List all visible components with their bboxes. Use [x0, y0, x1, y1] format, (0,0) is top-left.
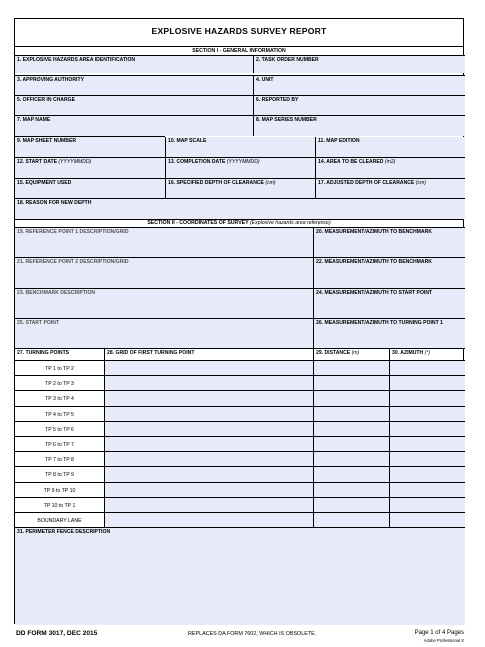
grid-cell[interactable]	[104, 451, 313, 466]
field-specified-depth[interactable]: 16. SPECIFIED DEPTH OF CLEARANCE (cm)	[165, 178, 315, 198]
azimuth-cell[interactable]	[389, 360, 465, 375]
azimuth-cell[interactable]	[389, 512, 465, 527]
field-map-scale[interactable]: 10. MAP SCALE	[165, 137, 315, 157]
field-start-point[interactable]: 25. START POINT	[15, 318, 313, 348]
field-reason-for-new-depth[interactable]: 18. REASON FOR NEW DEPTH	[15, 198, 465, 219]
distance-cell[interactable]	[313, 421, 389, 436]
section-1-header: SECTION I - GENERAL INFORMATION	[192, 48, 286, 54]
field-approving-authority[interactable]: 3. APPROVING AUTHORITY	[15, 75, 253, 95]
azimuth-cell[interactable]	[389, 421, 465, 436]
turning-point-text: TP 3 to TP 4	[45, 396, 74, 403]
turning-point-label	[15, 390, 104, 405]
turning-point-text: BOUNDARY LANE	[37, 518, 82, 524]
field-map-sheet-number[interactable]: 9. MAP SHEET NUMBER	[15, 137, 165, 157]
grid-cell[interactable]	[104, 360, 313, 375]
field-adjusted-depth[interactable]: 17. ADJUSTED DEPTH OF CLEARANCE (cm)	[315, 178, 465, 198]
field-completion-date[interactable]: 13. COMPLETION DATE (YYYYMMDD)	[165, 157, 315, 178]
survey-report-form	[14, 18, 464, 624]
distance-cell[interactable]	[313, 406, 389, 421]
field-start-date[interactable]: 12. START DATE (YYYYMMDD)	[15, 157, 165, 178]
distance-cell[interactable]	[313, 482, 389, 497]
field-reported-by[interactable]: 6. REPORTED BY	[253, 95, 465, 115]
azimuth-cell[interactable]	[389, 451, 465, 466]
page-number: Page 1 of 4 Pages	[414, 630, 464, 636]
turning-point-label	[15, 512, 104, 527]
field-area-to-be-cleared[interactable]: 14. AREA TO BE CLEARED (m2)	[315, 157, 465, 178]
distance-cell[interactable]	[313, 512, 389, 527]
field-benchmark-description[interactable]: 23. BENCHMARK DESCRIPTION	[15, 288, 313, 318]
field-officer-in-charge[interactable]: 5. OFFICER IN CHARGE	[15, 95, 253, 115]
turning-point-text: TP 8 to TP 9	[45, 472, 74, 479]
field-unit[interactable]: 4. UNIT	[253, 75, 465, 95]
field-measurement-benchmark-1[interactable]: 20. MEASUREMENT/AZIMUTH TO BENCHMARK	[313, 227, 465, 257]
azimuth-cell[interactable]	[389, 482, 465, 497]
distance-cell[interactable]	[313, 390, 389, 405]
field-measurement-start-point[interactable]: 24. MEASUREMENT/AZIMUTH TO START POINT	[313, 288, 465, 318]
field-task-order-number[interactable]: 2. TASK ORDER NUMBER	[253, 55, 465, 73]
distance-cell[interactable]	[313, 360, 389, 375]
azimuth-cell[interactable]	[389, 375, 465, 390]
grid-cell[interactable]	[104, 466, 313, 481]
turning-point-text: TP 1 to TP 2	[45, 366, 74, 372]
field-equipment-used[interactable]: 15. EQUIPMENT USED	[15, 178, 165, 198]
grid-cell[interactable]	[104, 406, 313, 421]
grid-cell[interactable]	[104, 421, 313, 436]
grid-cell[interactable]	[104, 482, 313, 497]
turning-point-text: TP 2 to TP 3	[45, 381, 74, 388]
turning-point-label	[15, 436, 104, 451]
turning-point-text: TP 5 to TP 6	[45, 426, 74, 433]
field-map-name[interactable]: 7. MAP NAME	[15, 115, 253, 136]
software-note: Adobe Professional X	[423, 638, 464, 643]
azimuth-cell[interactable]	[389, 390, 465, 405]
replaces-note: REPLACES DA FORM 7602, WHICH IS OBSOLETE.	[188, 631, 317, 637]
grid-cell[interactable]	[104, 512, 313, 527]
field-measurement-turning-point-1[interactable]: 26. MEASUREMENT/AZIMUTH TO TURNING POINT 1	[313, 318, 465, 348]
turning-point-label	[15, 406, 104, 421]
turning-point-label	[15, 497, 104, 512]
field-map-edition[interactable]: 11. MAP EDITION	[315, 137, 465, 157]
azimuth-cell[interactable]	[389, 406, 465, 421]
turning-point-label	[15, 360, 104, 375]
form-title: EXPLOSIVE HAZARDS SURVEY REPORT	[151, 26, 327, 36]
col-header-grid: 28. GRID OF FIRST TURNING POINT	[104, 348, 313, 360]
turning-point-label	[15, 375, 104, 390]
distance-cell[interactable]	[313, 497, 389, 512]
field-perimeter-fence-description[interactable]: 31. PERIMETER FENCE DESCRIPTION	[15, 527, 465, 625]
divider	[15, 46, 463, 47]
turning-point-text: TP 9 to TP 10	[43, 487, 76, 494]
col-header-turning-points: 27. TURNING POINTS	[15, 348, 104, 360]
turning-point-text: TP 6 to TP 7	[45, 442, 74, 448]
turning-point-label	[15, 466, 104, 481]
turning-point-text: TP 4 to TP 5	[45, 411, 74, 418]
turning-point-label	[15, 421, 104, 436]
field-area-identification[interactable]: 1. EXPLOSIVE HAZARDS AREA IDENTIFICATION	[15, 55, 253, 73]
form-number: DD FORM 3017, DEC 2015	[16, 630, 98, 637]
grid-cell[interactable]	[104, 436, 313, 451]
azimuth-cell[interactable]	[389, 497, 465, 512]
distance-cell[interactable]	[313, 451, 389, 466]
col-header-distance: 29. DISTANCE (m)	[313, 348, 389, 360]
turning-point-text: TP 10 to TP 1	[43, 502, 76, 509]
turning-point-label	[15, 451, 104, 466]
section-2-header: SECTION II - COORDINATES OF SURVEY (Explosive hazards area reference)	[147, 220, 331, 226]
distance-cell[interactable]	[313, 466, 389, 481]
azimuth-cell[interactable]	[389, 436, 465, 451]
field-reference-point-2[interactable]: 21. REFERENCE POINT 2 DESCRIPTION/GRID	[15, 257, 313, 288]
grid-cell[interactable]	[104, 390, 313, 405]
grid-cell[interactable]	[104, 497, 313, 512]
field-measurement-benchmark-2[interactable]: 22. MEASUREMENT/AZIMUTH TO BENCHMARK	[313, 257, 465, 288]
turning-point-label	[15, 482, 104, 497]
turning-point-text: TP 7 to TP 8	[45, 457, 74, 464]
col-header-azimuth: 30. AZIMUTH (°)	[389, 348, 465, 360]
field-reference-point-1[interactable]: 19. REFERENCE POINT 1 DESCRIPTION/GRID	[15, 227, 313, 257]
distance-cell[interactable]	[313, 436, 389, 451]
field-map-series-number[interactable]: 8. MAP SERIES NUMBER	[253, 115, 465, 136]
grid-cell[interactable]	[104, 375, 313, 390]
distance-cell[interactable]	[313, 375, 389, 390]
azimuth-cell[interactable]	[389, 466, 465, 481]
